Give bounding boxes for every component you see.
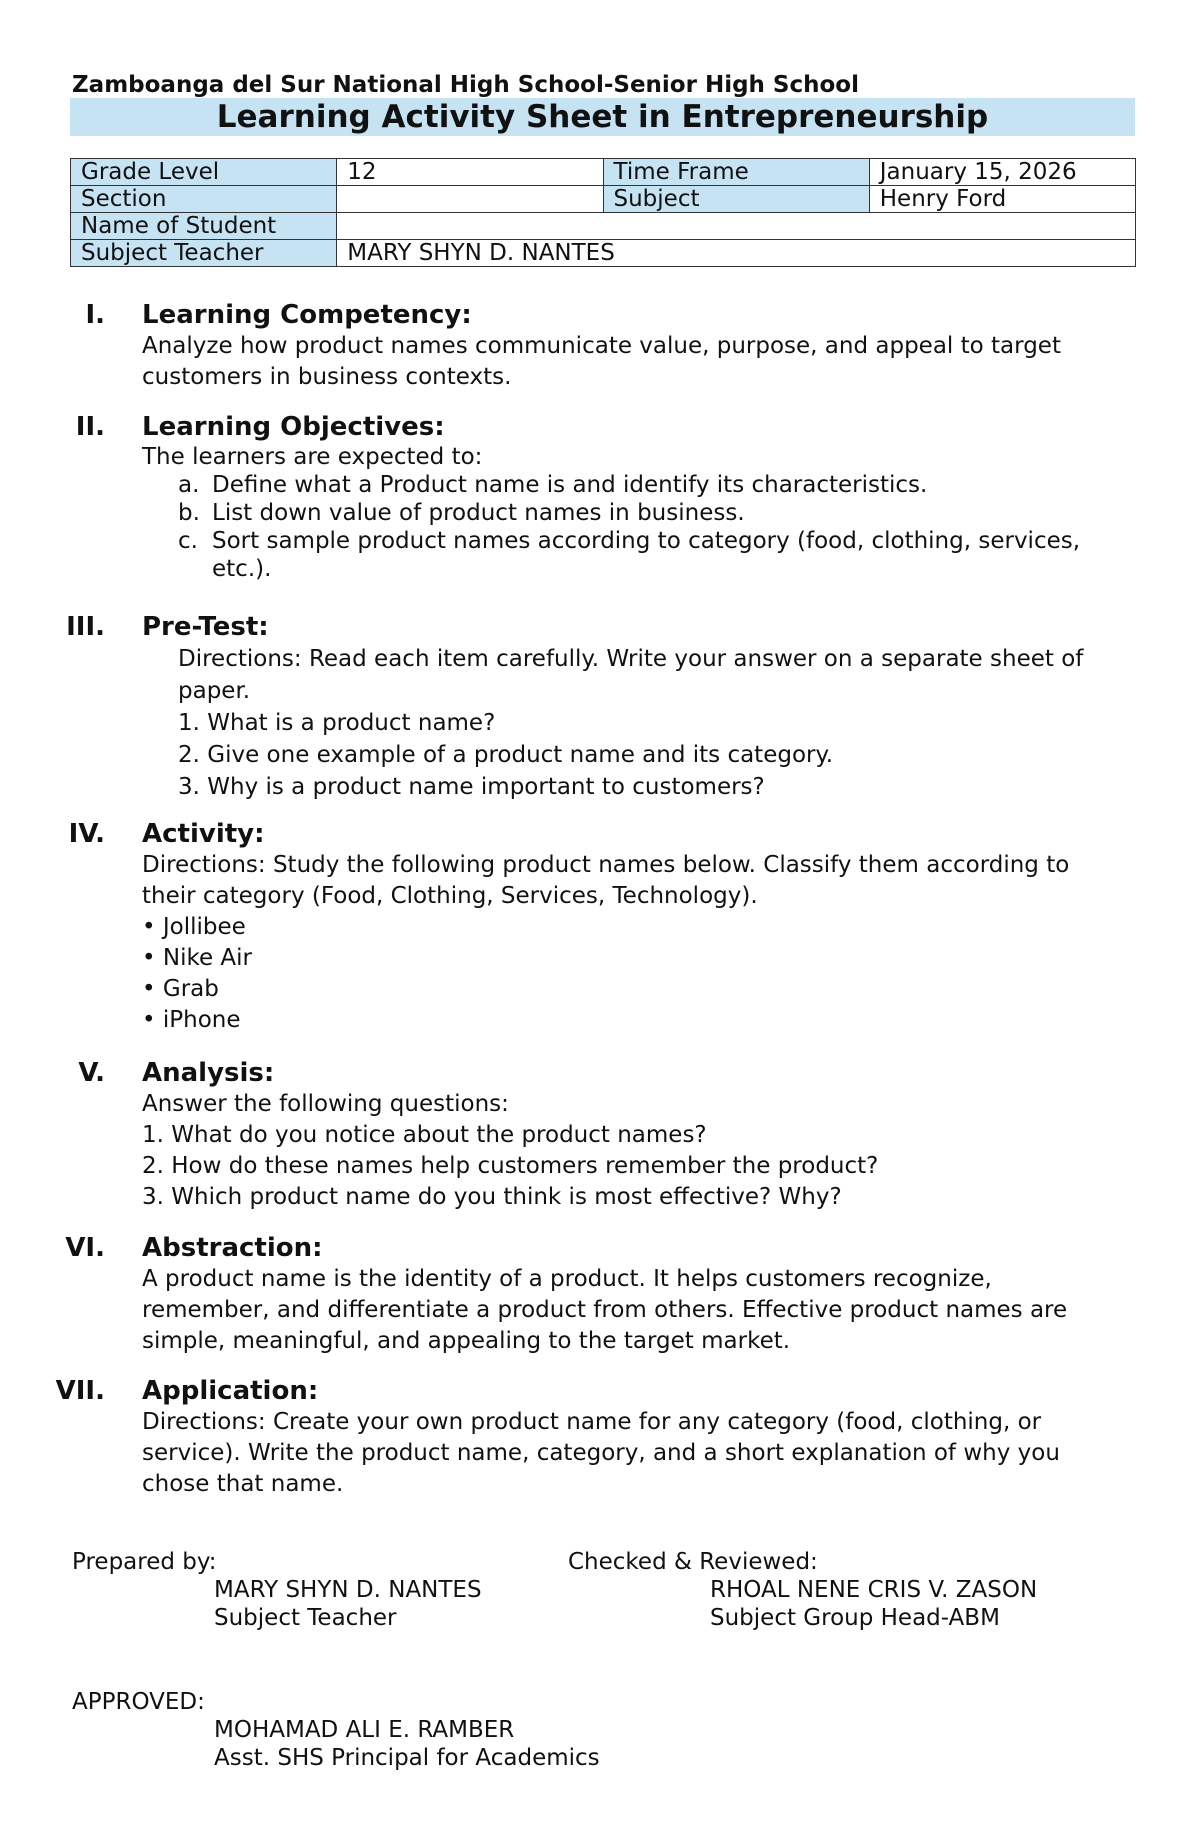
- text-line: their category (Food, Clothing, Services, Technology).: [142, 883, 758, 909]
- grade-level-label: Grade Level: [71, 159, 337, 186]
- time-frame-label: Time Frame: [603, 159, 869, 186]
- prepared-by-label: Prepared by:: [72, 1549, 217, 1575]
- objectives-list: [142, 471, 1132, 583]
- approved-label: APPROVED:: [72, 1689, 205, 1715]
- approved-role: Asst. SHS Principal for Academics: [214, 1745, 600, 1771]
- table-row: [71, 213, 1136, 240]
- school-name: Zamboanga del Sur National High School-Senior High School: [72, 72, 859, 98]
- list-item: • Jollibee: [142, 914, 246, 940]
- section-body: [142, 850, 1132, 1036]
- checked-reviewed-block: [568, 1548, 1037, 1632]
- text-line: remember, and differentiate a product from others. Effective product names are: [142, 1297, 1068, 1323]
- subject-teacher-value: MARY SHYN D. NANTES: [337, 240, 1136, 267]
- approved-name: MOHAMAD ALI E. RAMBER: [214, 1717, 515, 1743]
- section-heading: Abstraction:: [142, 1233, 323, 1263]
- section-heading: Pre-Test:: [142, 612, 269, 642]
- time-frame-value: January 15, 2026: [869, 159, 1135, 186]
- list-item: [142, 471, 1132, 499]
- section-heading: Analysis:: [142, 1058, 275, 1088]
- text-line: 2. How do these names help customers remember the product?: [142, 1153, 879, 1179]
- grade-level-value: 12: [337, 159, 603, 186]
- section-body: [142, 1264, 1132, 1357]
- text-line: chose that name.: [142, 1471, 344, 1497]
- list-marker: a.: [178, 472, 200, 498]
- document-title: Learning Activity Sheet in Entrepreneurship: [70, 98, 1135, 136]
- student-name-value: [337, 213, 1136, 240]
- section-number: IV.: [68, 819, 105, 849]
- section-heading: Application:: [142, 1376, 319, 1406]
- section-heading: Learning Objectives:: [142, 412, 445, 442]
- table-row: [71, 186, 1136, 213]
- list-text: Sort sample product names according to category (food, clothing, services,: [212, 528, 1081, 554]
- text-line: simple, meaningful, and appealing to the target market.: [142, 1328, 791, 1354]
- approved-block: [72, 1688, 600, 1772]
- text-line: 3. Why is a product name important to customers?: [178, 774, 765, 800]
- section-number: V.: [78, 1058, 105, 1088]
- text-line: Directions: Create your own product name for any category (food, clothing, or: [142, 1409, 1042, 1435]
- list-text: etc.).: [212, 556, 272, 582]
- section-body: [142, 1089, 1132, 1213]
- text-line: The learners are expected to:: [142, 444, 483, 470]
- list-item: [142, 499, 1132, 527]
- text-line: 2. Give one example of a product name and its category.: [178, 742, 834, 768]
- list-item: [142, 555, 1132, 583]
- checked-reviewed-label: Checked & Reviewed:: [568, 1549, 818, 1575]
- text-line: customers in business contexts.: [142, 364, 512, 390]
- text-line: Directions: Read each item carefully. Write your answer on a separate sheet of: [178, 646, 1084, 672]
- list-item: • iPhone: [142, 1007, 241, 1033]
- prepared-by-name: MARY SHYN D. NANTES: [214, 1577, 482, 1603]
- text-line: Analyze how product names communicate value, purpose, and appeal to target: [142, 333, 1061, 359]
- section-body: [142, 1407, 1132, 1500]
- text-line: 3. Which product name do you think is most effective? Why?: [142, 1184, 842, 1210]
- subject-value: Henry Ford: [869, 186, 1135, 213]
- prepared-by-role: Subject Teacher: [214, 1605, 397, 1631]
- list-item: • Nike Air: [142, 945, 253, 971]
- text-line: Answer the following questions:: [142, 1091, 509, 1117]
- text-line: Directions: Study the following product names below. Classify them according to: [142, 852, 1070, 878]
- list-marker: c.: [178, 528, 198, 554]
- text-line: service). Write the product name, category, and a short explanation of why you: [142, 1440, 1060, 1466]
- section-body: [142, 331, 1132, 393]
- text-line: A product name is the identity of a product. It helps customers recognize,: [142, 1266, 992, 1292]
- section-value: [337, 186, 603, 213]
- section-body: [178, 643, 1138, 803]
- section-number: VI.: [65, 1233, 105, 1263]
- list-item: [142, 527, 1132, 555]
- section-heading: Learning Competency:: [142, 300, 472, 330]
- text-line: paper.: [178, 678, 251, 704]
- section-number: II.: [75, 412, 105, 442]
- section-number: III.: [66, 612, 105, 642]
- info-table: [70, 158, 1136, 267]
- section-number: VII.: [55, 1376, 105, 1406]
- table-row: [71, 159, 1136, 186]
- checked-reviewed-role: Subject Group Head-ABM: [710, 1605, 1000, 1631]
- subject-teacher-label: Subject Teacher: [71, 240, 337, 267]
- section-body: [142, 443, 1132, 583]
- list-marker: b.: [178, 500, 200, 526]
- subject-label: Subject: [603, 186, 869, 213]
- list-text: List down value of product names in business.: [212, 500, 745, 526]
- text-line: 1. What is a product name?: [178, 710, 496, 736]
- list-text: Define what a Product name is and identify its characteristics.: [212, 472, 928, 498]
- section-number: I.: [85, 300, 105, 330]
- checked-reviewed-name: RHOAL NENE CRIS V. ZASON: [710, 1577, 1038, 1603]
- table-row: [71, 240, 1136, 267]
- section-label: Section: [71, 186, 337, 213]
- prepared-by-block: [72, 1548, 482, 1632]
- text-line: 1. What do you notice about the product names?: [142, 1122, 707, 1148]
- student-name-label: Name of Student: [71, 213, 337, 240]
- list-item: • Grab: [142, 976, 219, 1002]
- section-heading: Activity:: [142, 819, 265, 849]
